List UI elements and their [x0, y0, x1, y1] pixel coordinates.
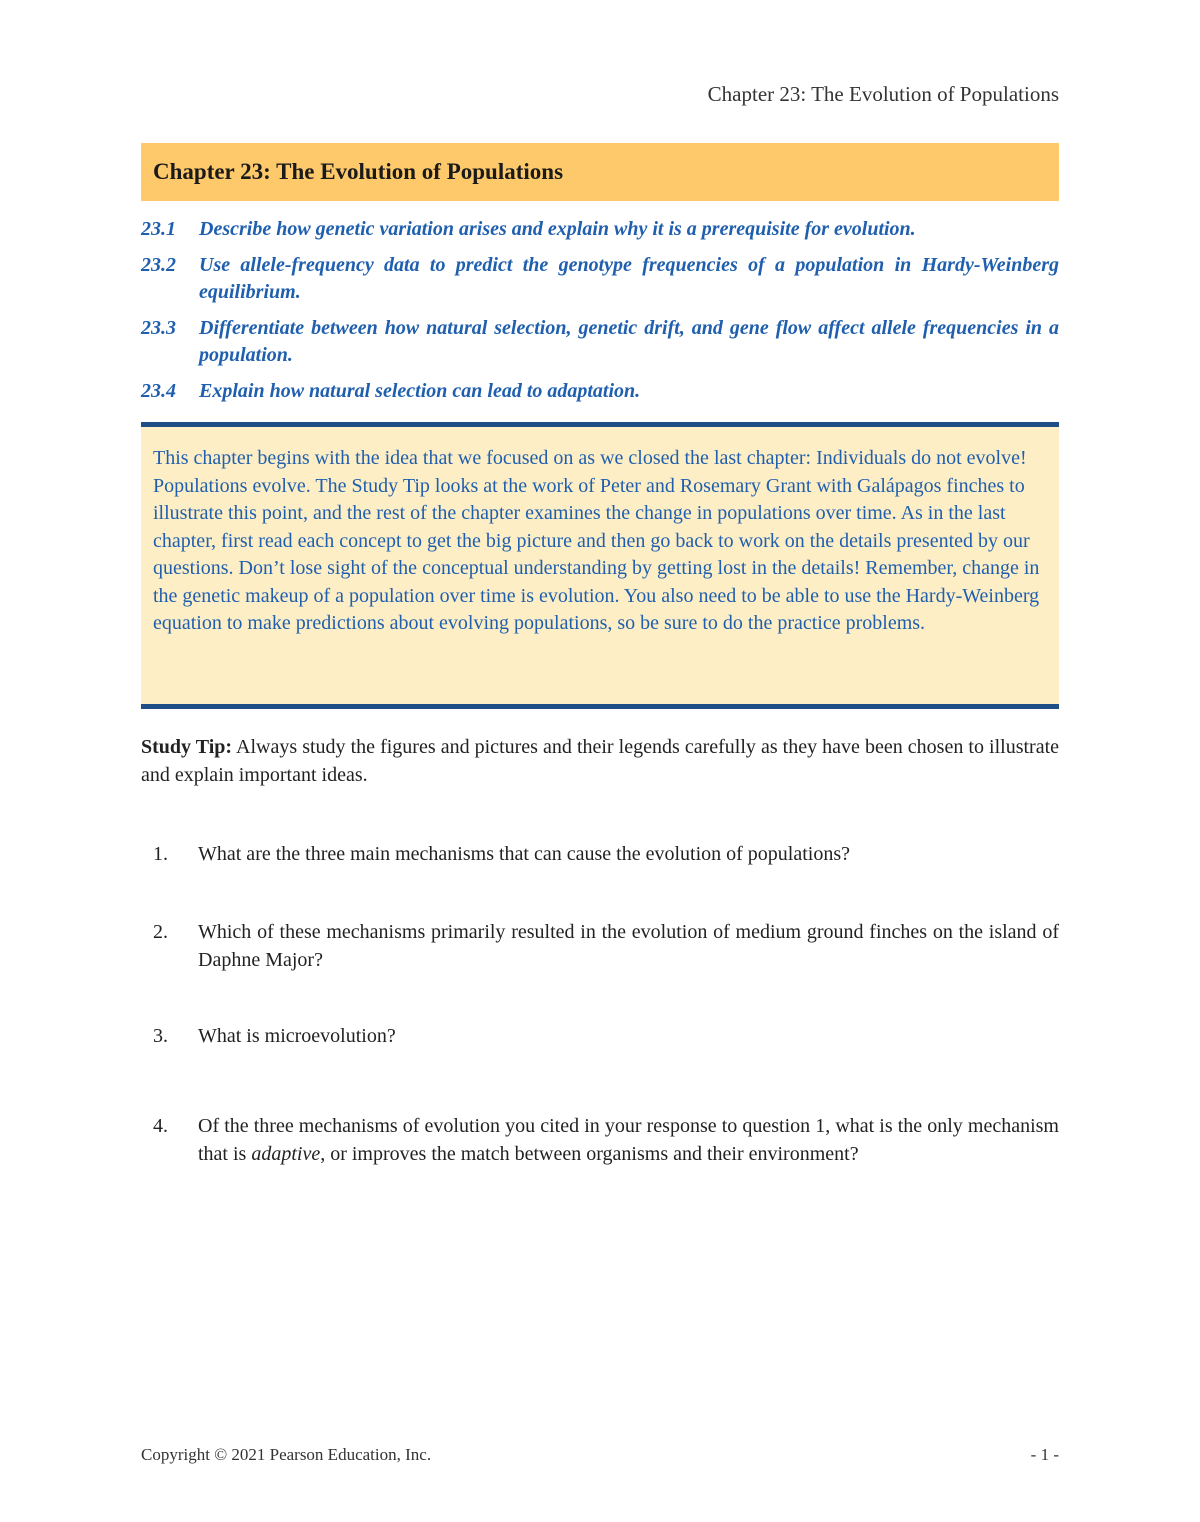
objective-text: Use allele-frequency data to predict the genotype frequencies of a population in Hardy-Weinberg equilibrium.	[199, 254, 1059, 303]
question-item	[141, 1112, 1059, 1168]
question-item	[141, 840, 1059, 868]
emphasis-adaptive: adaptive	[251, 1143, 321, 1165]
chapter-title: Chapter 23: The Evolution of Populations	[153, 159, 564, 184]
page-footer	[141, 1445, 1059, 1465]
objective-number: 23.3	[141, 317, 176, 339]
question-text: Which of these mechanisms primarily resulted in the evolution of medium ground finches on the island of Daphne Major?	[198, 921, 1059, 971]
question-number: 3.	[153, 1025, 168, 1047]
objective-item	[141, 252, 1059, 306]
objective-number: 23.2	[141, 254, 176, 276]
objective-text: Differentiate between how natural selection, genetic drift, and gene flow affect allele frequencies in a population.	[199, 317, 1059, 366]
question-item	[141, 1022, 1059, 1050]
objective-item	[141, 315, 1059, 369]
chapter-banner	[141, 143, 1059, 201]
question-number: 4.	[153, 1115, 168, 1137]
chapter-intro-box	[141, 422, 1059, 709]
objective-number: 23.1	[141, 218, 176, 240]
study-tip-text: Always study the figures and pictures and their legends carefully as they have been chosen to illustrate and explain important ideas.	[141, 736, 1059, 786]
objective-number: 23.4	[141, 380, 176, 402]
objective-item	[141, 378, 1059, 405]
running-header: Chapter 23: The Evolution of Populations	[707, 82, 1059, 106]
page-number: - 1 -	[1030, 1445, 1059, 1464]
learning-objectives	[141, 216, 1059, 414]
question-text: What is microevolution?	[198, 1025, 396, 1047]
question-text: Of the three mechanisms of evolution you cited in your response to question 1, what is the only mechanism that is adaptive, or improves the match between organisms and their environment?	[198, 1115, 1059, 1165]
objective-item	[141, 216, 1059, 243]
objective-text: Explain how natural selection can lead to adaptation.	[199, 380, 641, 402]
question-text: What are the three main mechanisms that can cause the evolution of populations?	[198, 843, 850, 865]
question-number: 2.	[153, 921, 168, 943]
question-number: 1.	[153, 843, 168, 865]
copyright: Copyright © 2021 Pearson Education, Inc.	[141, 1445, 432, 1464]
objective-text: Describe how genetic variation arises and explain why it is a prerequisite for evolution.	[199, 218, 916, 240]
chapter-intro-text: This chapter begins with the idea that we focused on as we closed the last chapter: Individuals do not evolve! Populations evolve. The Study Tip looks at the work of Peter and Rosemary Grant with Galápagos finches to illustrate this point, and the rest of the chapter examines the change in populations over time. As in the last chapter, first read each concept to get the big picture and then go back to work on the details presented by our questions. Don’t lose sight of the conceptual understanding by getting lost in the details! Remember, change in the genetic makeup of a population over time is evolution. You also need to be able to use the Hardy-Weinberg equation to make predictions about evolving populations, so be sure to do the practice problems.	[153, 447, 1040, 634]
question-item	[141, 918, 1059, 974]
study-tip	[141, 733, 1059, 789]
study-tip-label: Study Tip:	[141, 736, 233, 758]
